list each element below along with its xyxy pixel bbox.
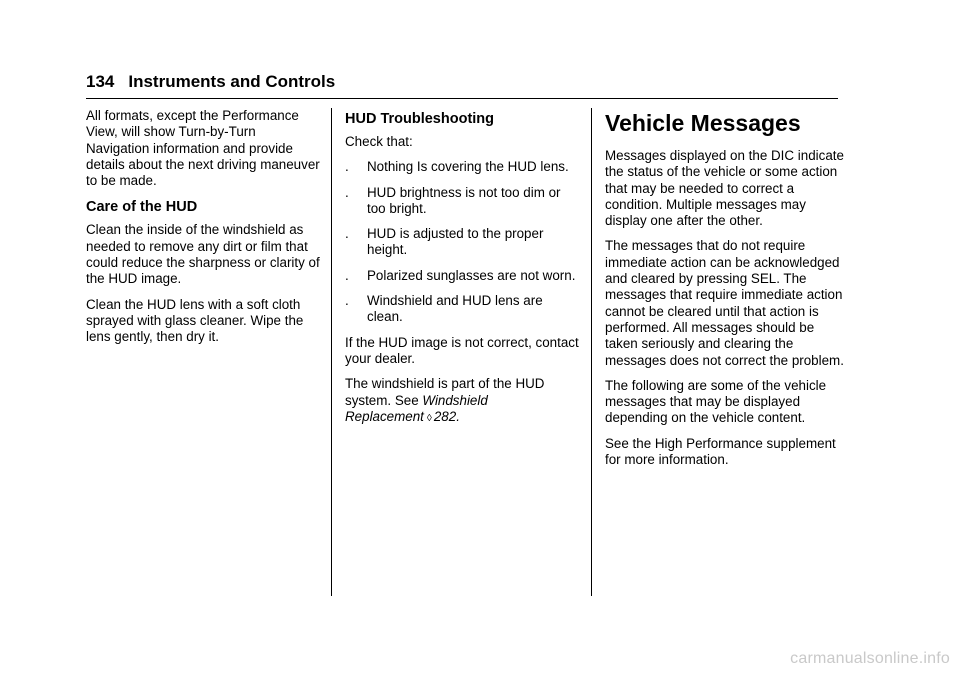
page-number: 134 xyxy=(86,72,115,91)
bullet-mark: . xyxy=(345,226,349,242)
bullet-mark: . xyxy=(345,184,349,200)
messages-paragraph-3: The following are some of the vehicle messages that may be displayed depending on the vehicle content. xyxy=(605,377,827,426)
bullet-mark: . xyxy=(345,267,349,283)
messages-paragraph-1: Messages displayed on the DIC indicate the status of the vehicle or some action that may be needed to correct a condition. Multiple messages may display one after the other. xyxy=(605,148,844,229)
column-right xyxy=(605,108,845,477)
check-intro: Check that: xyxy=(345,134,413,149)
list-item xyxy=(345,268,581,284)
list-item xyxy=(345,185,581,218)
bullet-mark: . xyxy=(345,159,349,175)
list-item xyxy=(345,293,581,326)
windshield-replacement-link[interactable]: Windshield Replacement xyxy=(345,392,488,424)
windshield-paragraph xyxy=(345,376,581,427)
care-heading: Care of the HUD xyxy=(86,199,198,216)
column-left xyxy=(86,108,322,355)
column-middle xyxy=(345,108,581,436)
care-paragraph-1: Clean the inside of the windshield as needed to remove any dirt or film that could reduce the sharpness or clarity of the HUD image. xyxy=(86,222,320,287)
list-item-text: Polarized sunglasses are not worn. xyxy=(367,267,576,283)
list-item xyxy=(345,226,581,259)
chapter-title: Instruments and Controls xyxy=(128,72,336,91)
list-item-text: HUD brightness is not too dim or too bright. xyxy=(367,184,561,216)
troubleshooting-list xyxy=(345,159,581,325)
bullet-mark: . xyxy=(345,293,349,309)
troubleshooting-heading: HUD Troubleshooting xyxy=(345,111,495,127)
care-paragraph-2: Clean the HUD lens with a soft cloth sprayed with glass cleaner. Wipe the lens gently, then dry it. xyxy=(86,296,304,345)
page-reference-icon: ◊ xyxy=(426,412,432,424)
vehicle-messages-heading: Vehicle Messages xyxy=(605,110,801,136)
intro-paragraph: All formats, except the Performance View, will show Turn-by-Turn Navigation information and provide details about the next driving maneuver to be made. xyxy=(86,108,320,189)
list-item-text: HUD is adjusted to the proper height. xyxy=(367,226,544,258)
header-rule xyxy=(86,98,838,99)
list-item xyxy=(345,159,581,175)
windshield-text: The windshield is part of the HUD system. See xyxy=(345,376,545,408)
column-divider xyxy=(331,108,332,596)
messages-paragraph-4: See the High Performance supplement for more information. xyxy=(605,435,836,468)
list-item-text: Windshield and HUD lens are clean. xyxy=(367,293,543,325)
list-item-text: Nothing Is covering the HUD lens. xyxy=(367,159,569,175)
page-header xyxy=(86,70,838,94)
column-divider xyxy=(591,108,592,596)
watermark: carmanualsonline.info xyxy=(790,650,950,667)
messages-paragraph-2: The messages that do not require immediate action can be acknowledged and cleared by pressing SEL. The messages that require immediate action cannot be cleared until that action is performed. All messages should be taken seriously and clearing the messages does not correct the problem. xyxy=(605,238,844,368)
dealer-paragraph: If the HUD image is not correct, contact your dealer. xyxy=(345,334,579,366)
page-reference[interactable]: 282. xyxy=(433,408,460,424)
